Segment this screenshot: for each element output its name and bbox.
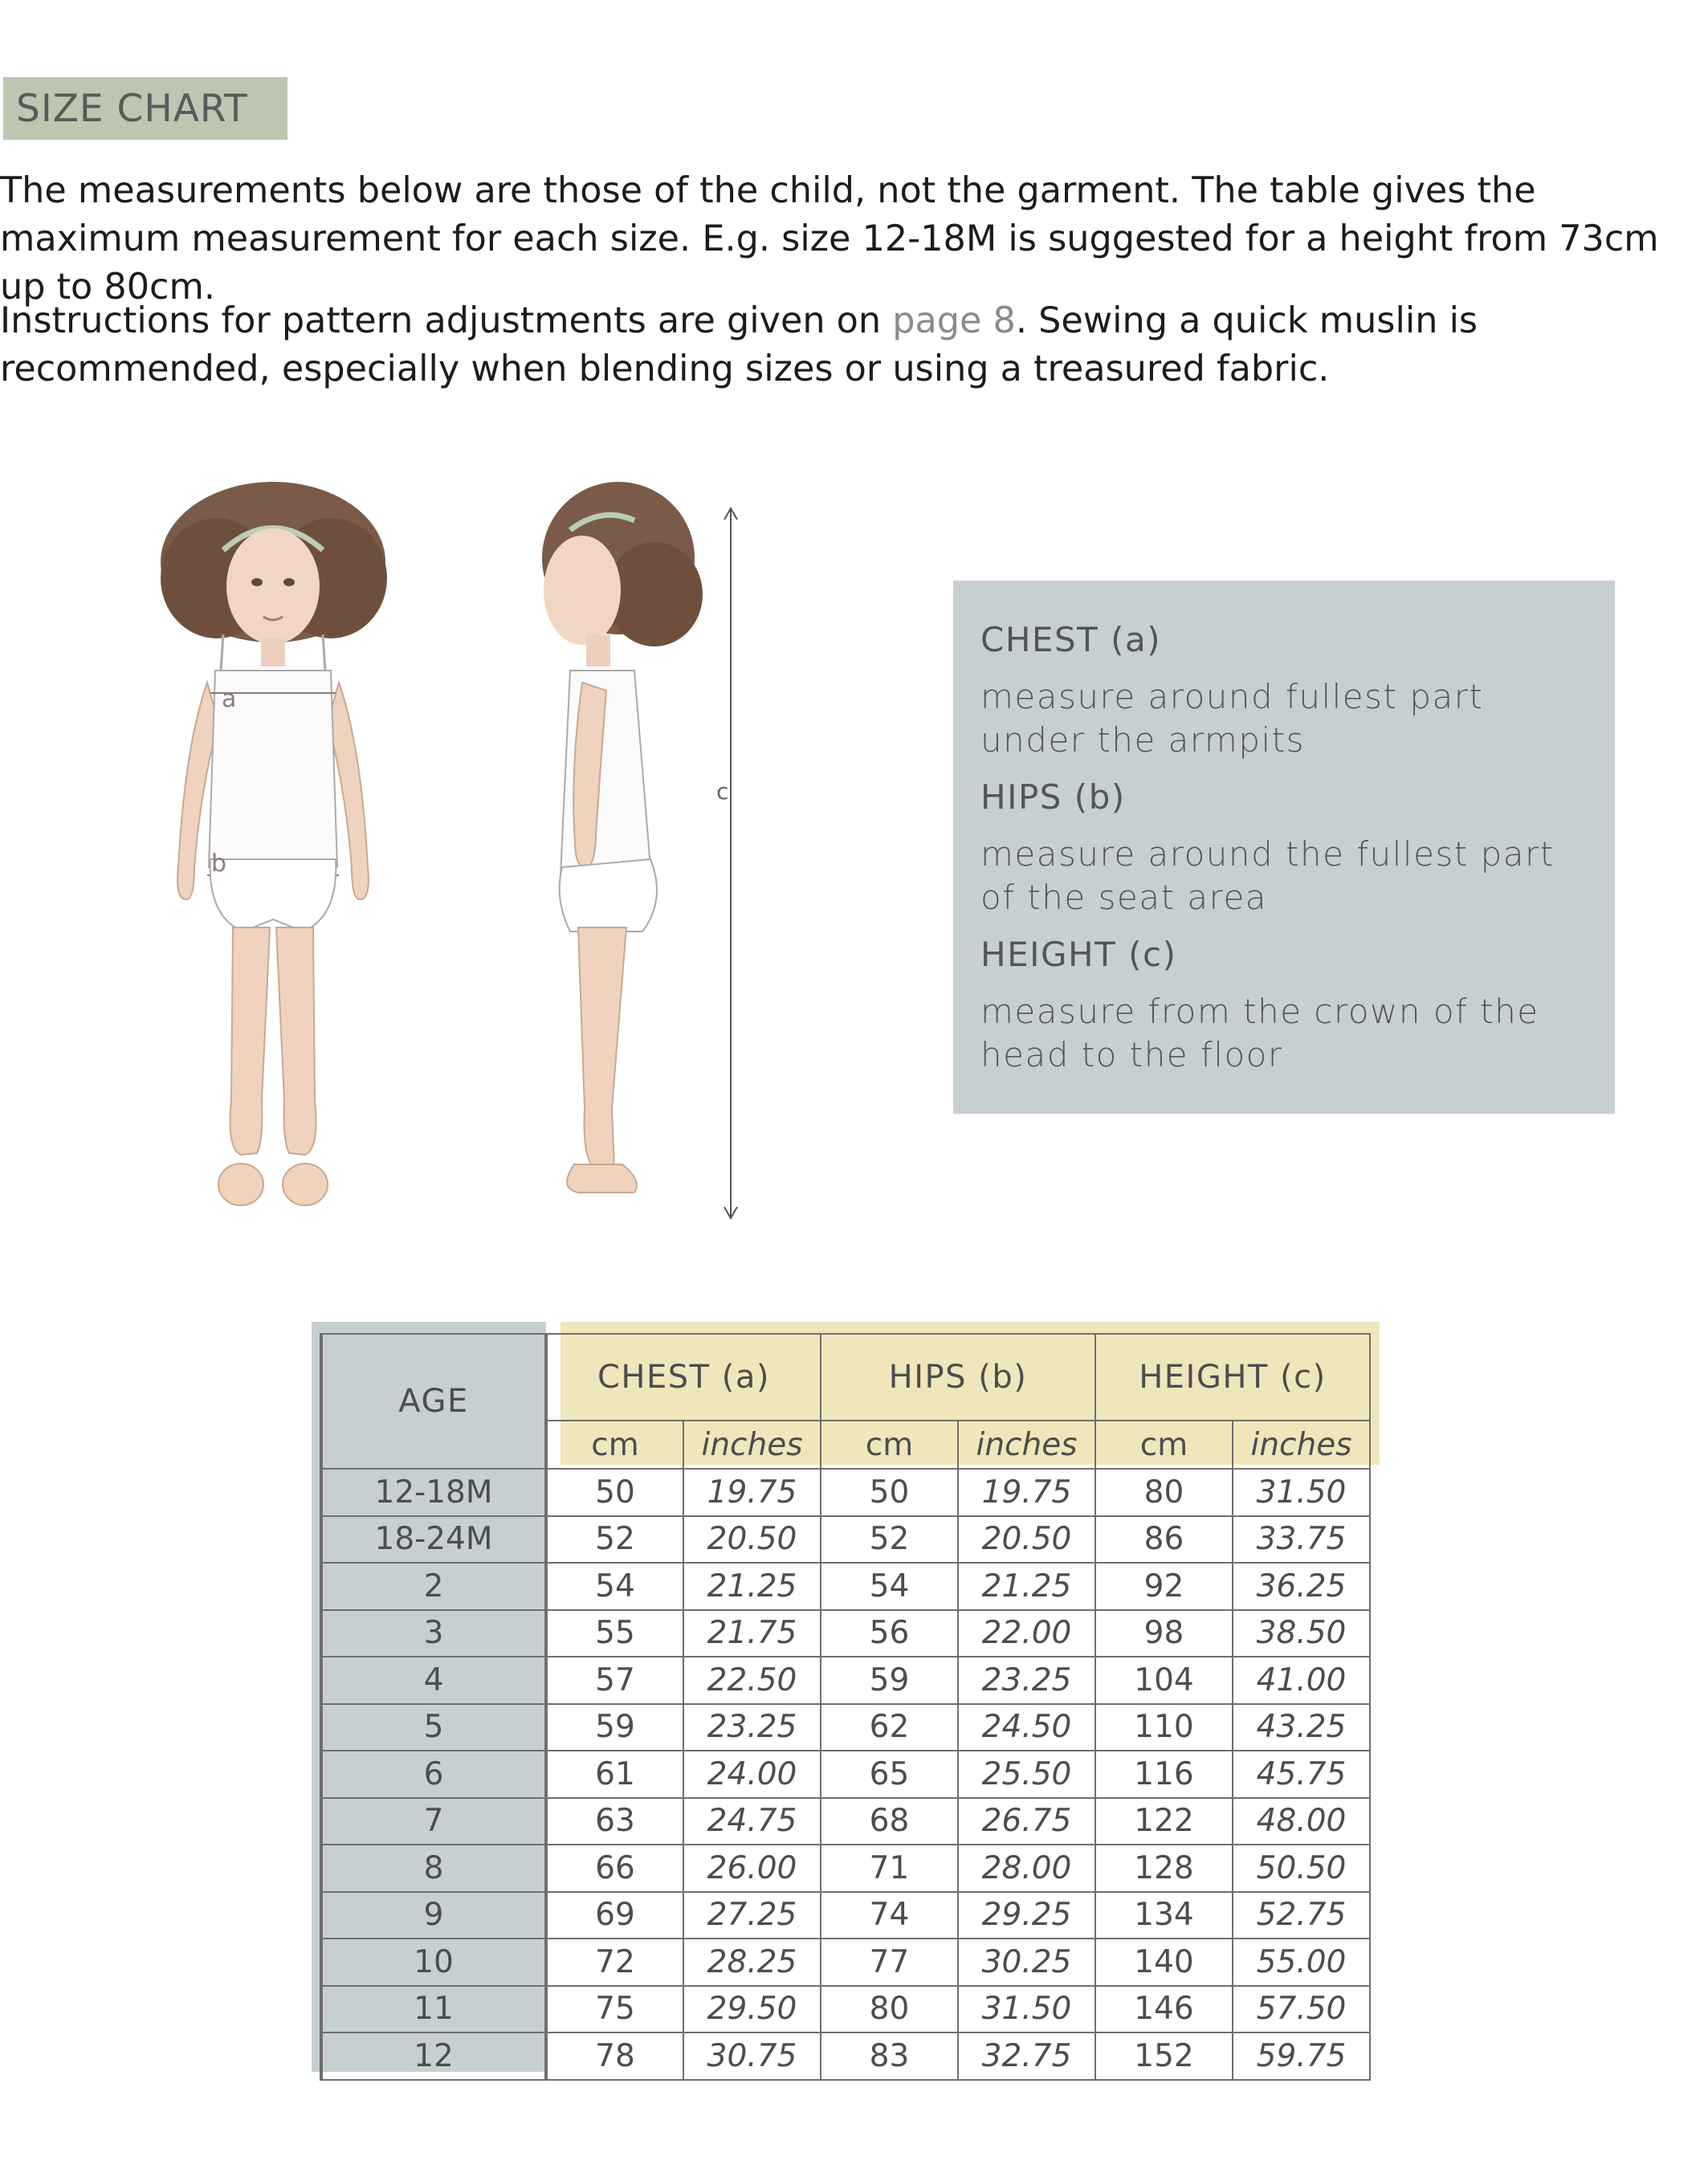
age-cell: 5 — [321, 1704, 546, 1751]
chest-description: measure around fullest part under the armpits — [980, 677, 1484, 760]
intro-paragraph-1: The measurements below are those of the child, not the garment. The table gives the maximum measurement for each size. E.g. size 12-18M is suggested for a height from 73cm up to 80cm. — [0, 170, 1659, 308]
value-cell: 116 — [1095, 1751, 1233, 1798]
value-cell: 29.50 — [683, 1986, 821, 2033]
value-cell: 24.75 — [683, 1798, 821, 1845]
age-cell: 12 — [321, 2032, 546, 2080]
table-row — [321, 2032, 1370, 2080]
value-cell: 83 — [821, 2032, 958, 2080]
value-cell: 43.25 — [1233, 1704, 1370, 1751]
size-table — [320, 1333, 1371, 2081]
label-c: c — [716, 778, 729, 805]
value-cell: 77 — [821, 1939, 958, 1986]
value-cell: 52 — [546, 1516, 683, 1564]
value-cell: 22.50 — [683, 1657, 821, 1704]
unit-header: inches — [683, 1421, 821, 1469]
page-title-text: SIZE CHART — [16, 86, 248, 131]
value-cell: 56 — [821, 1610, 958, 1657]
value-cell: 30.75 — [683, 2032, 821, 2080]
age-cell: 6 — [321, 1751, 546, 1798]
table-row — [321, 1657, 1370, 1704]
value-cell: 52 — [821, 1516, 958, 1564]
value-cell: 36.25 — [1233, 1563, 1370, 1610]
age-cell: 18-24M — [321, 1516, 546, 1564]
value-cell: 71 — [821, 1845, 958, 1892]
age-header: AGE — [321, 1334, 546, 1469]
front-view-figure — [161, 482, 387, 1205]
value-cell: 38.50 — [1233, 1610, 1370, 1657]
value-cell: 25.50 — [958, 1751, 1095, 1798]
value-cell: 61 — [546, 1751, 683, 1798]
value-cell: 140 — [1095, 1939, 1233, 1986]
value-cell: 21.75 — [683, 1610, 821, 1657]
value-cell: 50 — [821, 1469, 958, 1516]
chest-group-header: CHEST (a) — [546, 1334, 821, 1421]
value-cell: 72 — [546, 1939, 683, 1986]
value-cell: 55.00 — [1233, 1939, 1370, 1986]
age-cell: 9 — [321, 1892, 546, 1939]
value-cell: 48.00 — [1233, 1798, 1370, 1845]
intro-text-before-link: Instructions for pattern adjustments are given on — [0, 300, 893, 341]
age-cell: 10 — [321, 1939, 546, 1986]
age-cell: 11 — [321, 1986, 546, 2033]
value-cell: 20.50 — [683, 1516, 821, 1564]
unit-header: cm — [821, 1421, 958, 1469]
value-cell: 31.50 — [958, 1986, 1095, 2033]
value-cell: 28.25 — [683, 1939, 821, 1986]
age-cell: 4 — [321, 1657, 546, 1704]
value-cell: 57.50 — [1233, 1986, 1370, 2033]
intro-text-after-link: . Sewing a quick muslin is recommended, especially when blending sizes or using a treasured fabric. — [0, 300, 1478, 389]
age-cell: 8 — [321, 1845, 546, 1892]
value-cell: 104 — [1095, 1657, 1233, 1704]
value-cell: 92 — [1095, 1563, 1233, 1610]
value-cell: 52.75 — [1233, 1892, 1370, 1939]
measurement-instructions-box — [953, 581, 1615, 1114]
value-cell: 33.75 — [1233, 1516, 1370, 1564]
age-cell: 7 — [321, 1798, 546, 1845]
table-row — [321, 1610, 1370, 1657]
value-cell: 24.50 — [958, 1704, 1095, 1751]
table-row — [321, 1798, 1370, 1845]
value-cell: 54 — [821, 1563, 958, 1610]
value-cell: 80 — [1095, 1469, 1233, 1516]
value-cell: 152 — [1095, 2032, 1233, 2080]
value-cell: 75 — [546, 1986, 683, 2033]
value-cell: 69 — [546, 1892, 683, 1939]
value-cell: 21.25 — [958, 1563, 1095, 1610]
unit-header: cm — [546, 1421, 683, 1469]
age-cell: 2 — [321, 1563, 546, 1610]
value-cell: 19.75 — [958, 1469, 1095, 1516]
value-cell: 24.00 — [683, 1751, 821, 1798]
label-b: b — [211, 850, 227, 878]
value-cell: 50 — [546, 1469, 683, 1516]
value-cell: 59 — [821, 1657, 958, 1704]
value-cell: 78 — [546, 2032, 683, 2080]
value-cell: 122 — [1095, 1798, 1233, 1845]
table-row — [321, 1986, 1370, 2033]
value-cell: 68 — [821, 1798, 958, 1845]
value-cell: 59 — [546, 1704, 683, 1751]
value-cell: 62 — [821, 1704, 958, 1751]
value-cell: 30.25 — [958, 1939, 1095, 1986]
value-cell: 146 — [1095, 1986, 1233, 2033]
unit-header: inches — [958, 1421, 1095, 1469]
value-cell: 50.50 — [1233, 1845, 1370, 1892]
value-cell: 110 — [1095, 1704, 1233, 1751]
value-cell: 31.50 — [1233, 1469, 1370, 1516]
value-cell: 22.00 — [958, 1610, 1095, 1657]
value-cell: 63 — [546, 1798, 683, 1845]
value-cell: 26.75 — [958, 1798, 1095, 1845]
age-cell: 3 — [321, 1610, 546, 1657]
value-cell: 20.50 — [958, 1516, 1095, 1564]
side-view-figure — [542, 482, 703, 1193]
value-cell: 19.75 — [683, 1469, 821, 1516]
unit-header: inches — [1233, 1421, 1370, 1469]
value-cell: 54 — [546, 1563, 683, 1610]
value-cell: 45.75 — [1233, 1751, 1370, 1798]
table-row — [321, 1469, 1370, 1516]
value-cell: 27.25 — [683, 1892, 821, 1939]
value-cell: 80 — [821, 1986, 958, 2033]
size-table-wrapper — [312, 1322, 1388, 2085]
value-cell: 23.25 — [683, 1704, 821, 1751]
value-cell: 86 — [1095, 1516, 1233, 1564]
value-cell: 29.25 — [958, 1892, 1095, 1939]
hips-group-header: HIPS (b) — [821, 1334, 1095, 1421]
table-row — [321, 1516, 1370, 1564]
table-row — [321, 1563, 1370, 1610]
value-cell: 74 — [821, 1892, 958, 1939]
value-cell: 66 — [546, 1845, 683, 1892]
page-8-link[interactable]: page 8 — [892, 300, 1016, 341]
child-figures-svg — [120, 482, 811, 1237]
hips-description: measure around the fullest part of the seat area — [980, 834, 1555, 917]
table-row — [321, 1704, 1370, 1751]
page-title — [3, 77, 287, 140]
value-cell: 28.00 — [958, 1845, 1095, 1892]
value-cell: 134 — [1095, 1892, 1233, 1939]
value-cell: 41.00 — [1233, 1657, 1370, 1704]
value-cell: 57 — [546, 1657, 683, 1704]
label-a: a — [222, 685, 237, 713]
value-cell: 55 — [546, 1610, 683, 1657]
table-row — [321, 1845, 1370, 1892]
value-cell: 32.75 — [958, 2032, 1095, 2080]
intro-paragraph-2 — [0, 297, 1670, 393]
value-cell: 59.75 — [1233, 2032, 1370, 2080]
hips-title: HIPS (b) — [980, 777, 1126, 817]
height-arrow — [724, 508, 737, 1218]
unit-header: cm — [1095, 1421, 1233, 1469]
height-title: HEIGHT (c) — [980, 935, 1177, 974]
table-row — [321, 1892, 1370, 1939]
value-cell: 128 — [1095, 1845, 1233, 1892]
table-row — [321, 1939, 1370, 1986]
value-cell: 21.25 — [683, 1563, 821, 1610]
height-description: measure from the crown of the head to the floor — [980, 992, 1539, 1074]
value-cell: 23.25 — [958, 1657, 1095, 1704]
value-cell: 98 — [1095, 1610, 1233, 1657]
size-table-body — [321, 1469, 1370, 2080]
value-cell: 65 — [821, 1751, 958, 1798]
height-group-header: HEIGHT (c) — [1095, 1334, 1370, 1421]
measurement-illustration — [120, 482, 811, 1237]
chest-title: CHEST (a) — [980, 620, 1162, 659]
table-row — [321, 1751, 1370, 1798]
value-cell: 26.00 — [683, 1845, 821, 1892]
age-cell: 12-18M — [321, 1469, 546, 1516]
